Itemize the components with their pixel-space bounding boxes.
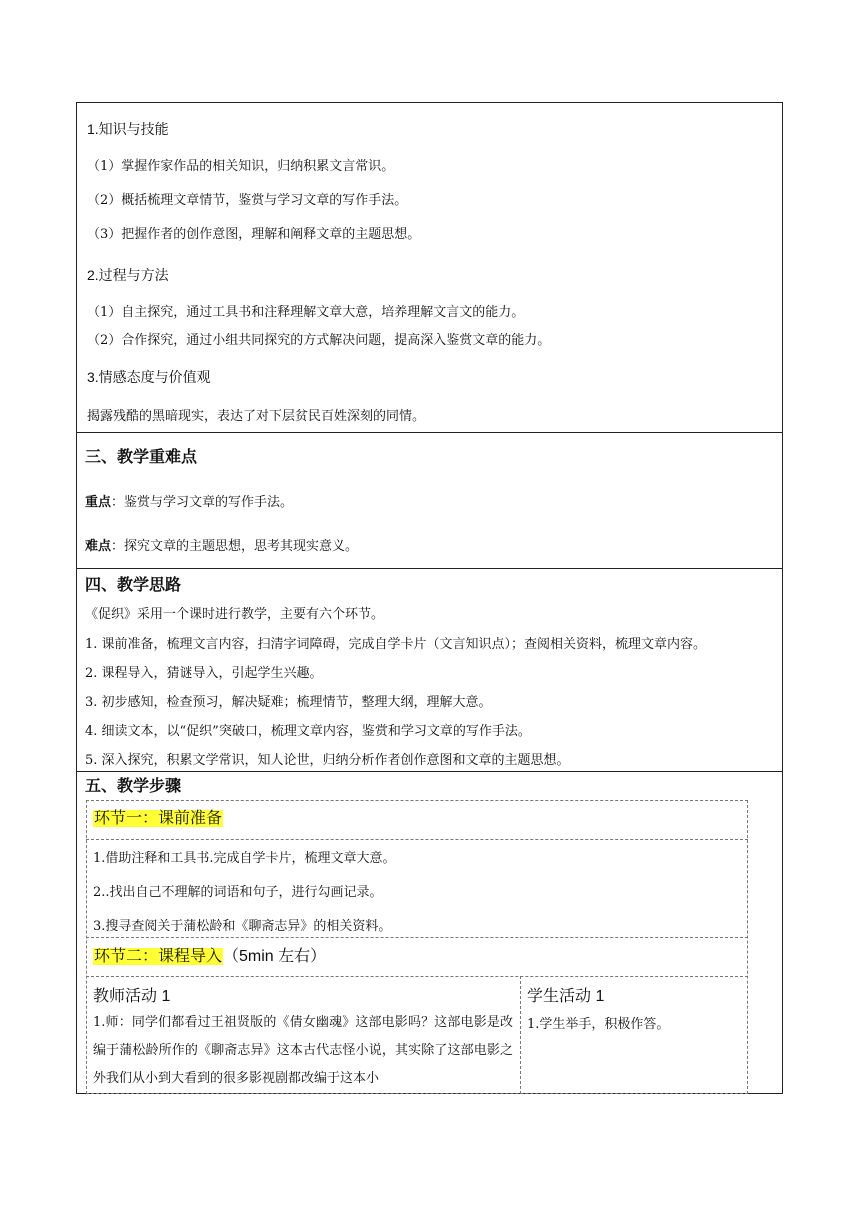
process-item-2: （2）合作探究，通过小组共同探究的方式解决问题，提高深入鉴赏文章的能力。 xyxy=(87,333,551,348)
row-divider xyxy=(77,568,782,569)
dashed-column-divider xyxy=(520,976,521,1094)
process-title: 2.过程与方法 xyxy=(87,267,169,283)
stage1-item-2: 2..找出自己不理解的词语和句子，进行勾画记录。 xyxy=(93,885,383,900)
focus-text: ：鉴赏与学习文章的写作手法。 xyxy=(111,495,294,510)
knowledge-item-1: （1）掌握作家作品的相关知识，归纳积累文言常识。 xyxy=(87,159,395,174)
approach-item-2: 2. 课程导入，猜谜导入，引起学生兴趣。 xyxy=(85,666,323,681)
knowledge-title: 1.知识与技能 xyxy=(87,121,169,137)
steps-heading: 五、教学步骤 xyxy=(85,778,182,795)
row-divider xyxy=(77,432,782,433)
approach-item-1: 1. 课前准备，梳理文言内容，扫清字词障碍，完成自学卡片（文言知识点）；查阅相关资料，梳理文章内容。 xyxy=(85,637,707,652)
stage1-item-1: 1.借助注释和工具书.完成自学卡片，梳理文章大意。 xyxy=(93,851,396,866)
stage2-title: 环节二：课程导入 xyxy=(94,948,223,965)
dashed-divider xyxy=(86,976,748,977)
process-item-1: （1）自主探究，通过工具书和注释理解文章大意，培养理解文言文的能力。 xyxy=(87,305,525,320)
knowledge-item-3: （3）把握作者的创作意图，理解和阐释文章的主题思想。 xyxy=(87,227,421,242)
dashed-divider xyxy=(86,937,748,938)
stage1-item-3: 3.搜寻查阅关于蒲松龄和《聊斋志异》的相关资料。 xyxy=(93,919,392,934)
difficulty-line xyxy=(85,538,358,555)
focus-line xyxy=(85,494,293,511)
teacher-activity-text: 1.师：同学们都看过王祖贤版的《倩女幽魂》这部电影吗？这部电影是改编于蒲松龄所作的《聊斋志异》这本古代志怪小说，其实除了这部电影之外我们从小到大看到的很多影视剧都改编于这本小 xyxy=(93,1015,513,1086)
difficulty-label: 难点 xyxy=(85,538,112,553)
dashed-divider xyxy=(86,839,748,840)
emotion-title: 3.情感态度与价值观 xyxy=(87,369,211,385)
approach-item-5: 5. 深入探究，积累文学常识，知人论世，归纳分析作者创作意图和文章的主题思想。 xyxy=(85,753,570,768)
focus-label: 重点 xyxy=(85,494,112,509)
student-activity-title: 学生活动 1 xyxy=(527,988,605,1005)
difficulty-text: ：探究文章的主题思想，思考其现实意义。 xyxy=(111,539,359,554)
approach-intro: 《促织》采用一个课时进行教学，主要有六个环节。 xyxy=(85,607,385,622)
knowledge-item-2: （2）概括梳理文章情节，鉴赏与学习文章的写作手法。 xyxy=(87,193,408,208)
stage2-title-suffix: （5min 左右） xyxy=(223,948,327,965)
row-divider xyxy=(77,771,782,772)
emotion-text: 揭露残酷的黑暗现实，表达了对下层贫民百姓深刻的同情。 xyxy=(87,409,426,424)
stage2-title-wrap xyxy=(93,946,326,969)
teacher-activity-title: 教师活动 1 xyxy=(93,988,171,1005)
key-points-heading: 三、教学重难点 xyxy=(85,449,198,466)
stage1-title-wrap xyxy=(93,808,223,831)
student-activity-text: 1.学生举手，积极作答。 xyxy=(527,1017,670,1032)
lesson-plan-table xyxy=(76,102,783,1094)
approach-item-4: 4. 细读文本，以“促织”突破口，梳理文章内容，鉴赏和学习文章的写作手法。 xyxy=(85,724,531,739)
approach-heading: 四、教学思路 xyxy=(85,577,182,594)
approach-item-3: 3. 初步感知，检查预习，解决疑难；梳理情节，整理大纲，理解大意。 xyxy=(85,695,492,710)
stage1-title: 环节一：课前准备 xyxy=(94,810,223,827)
